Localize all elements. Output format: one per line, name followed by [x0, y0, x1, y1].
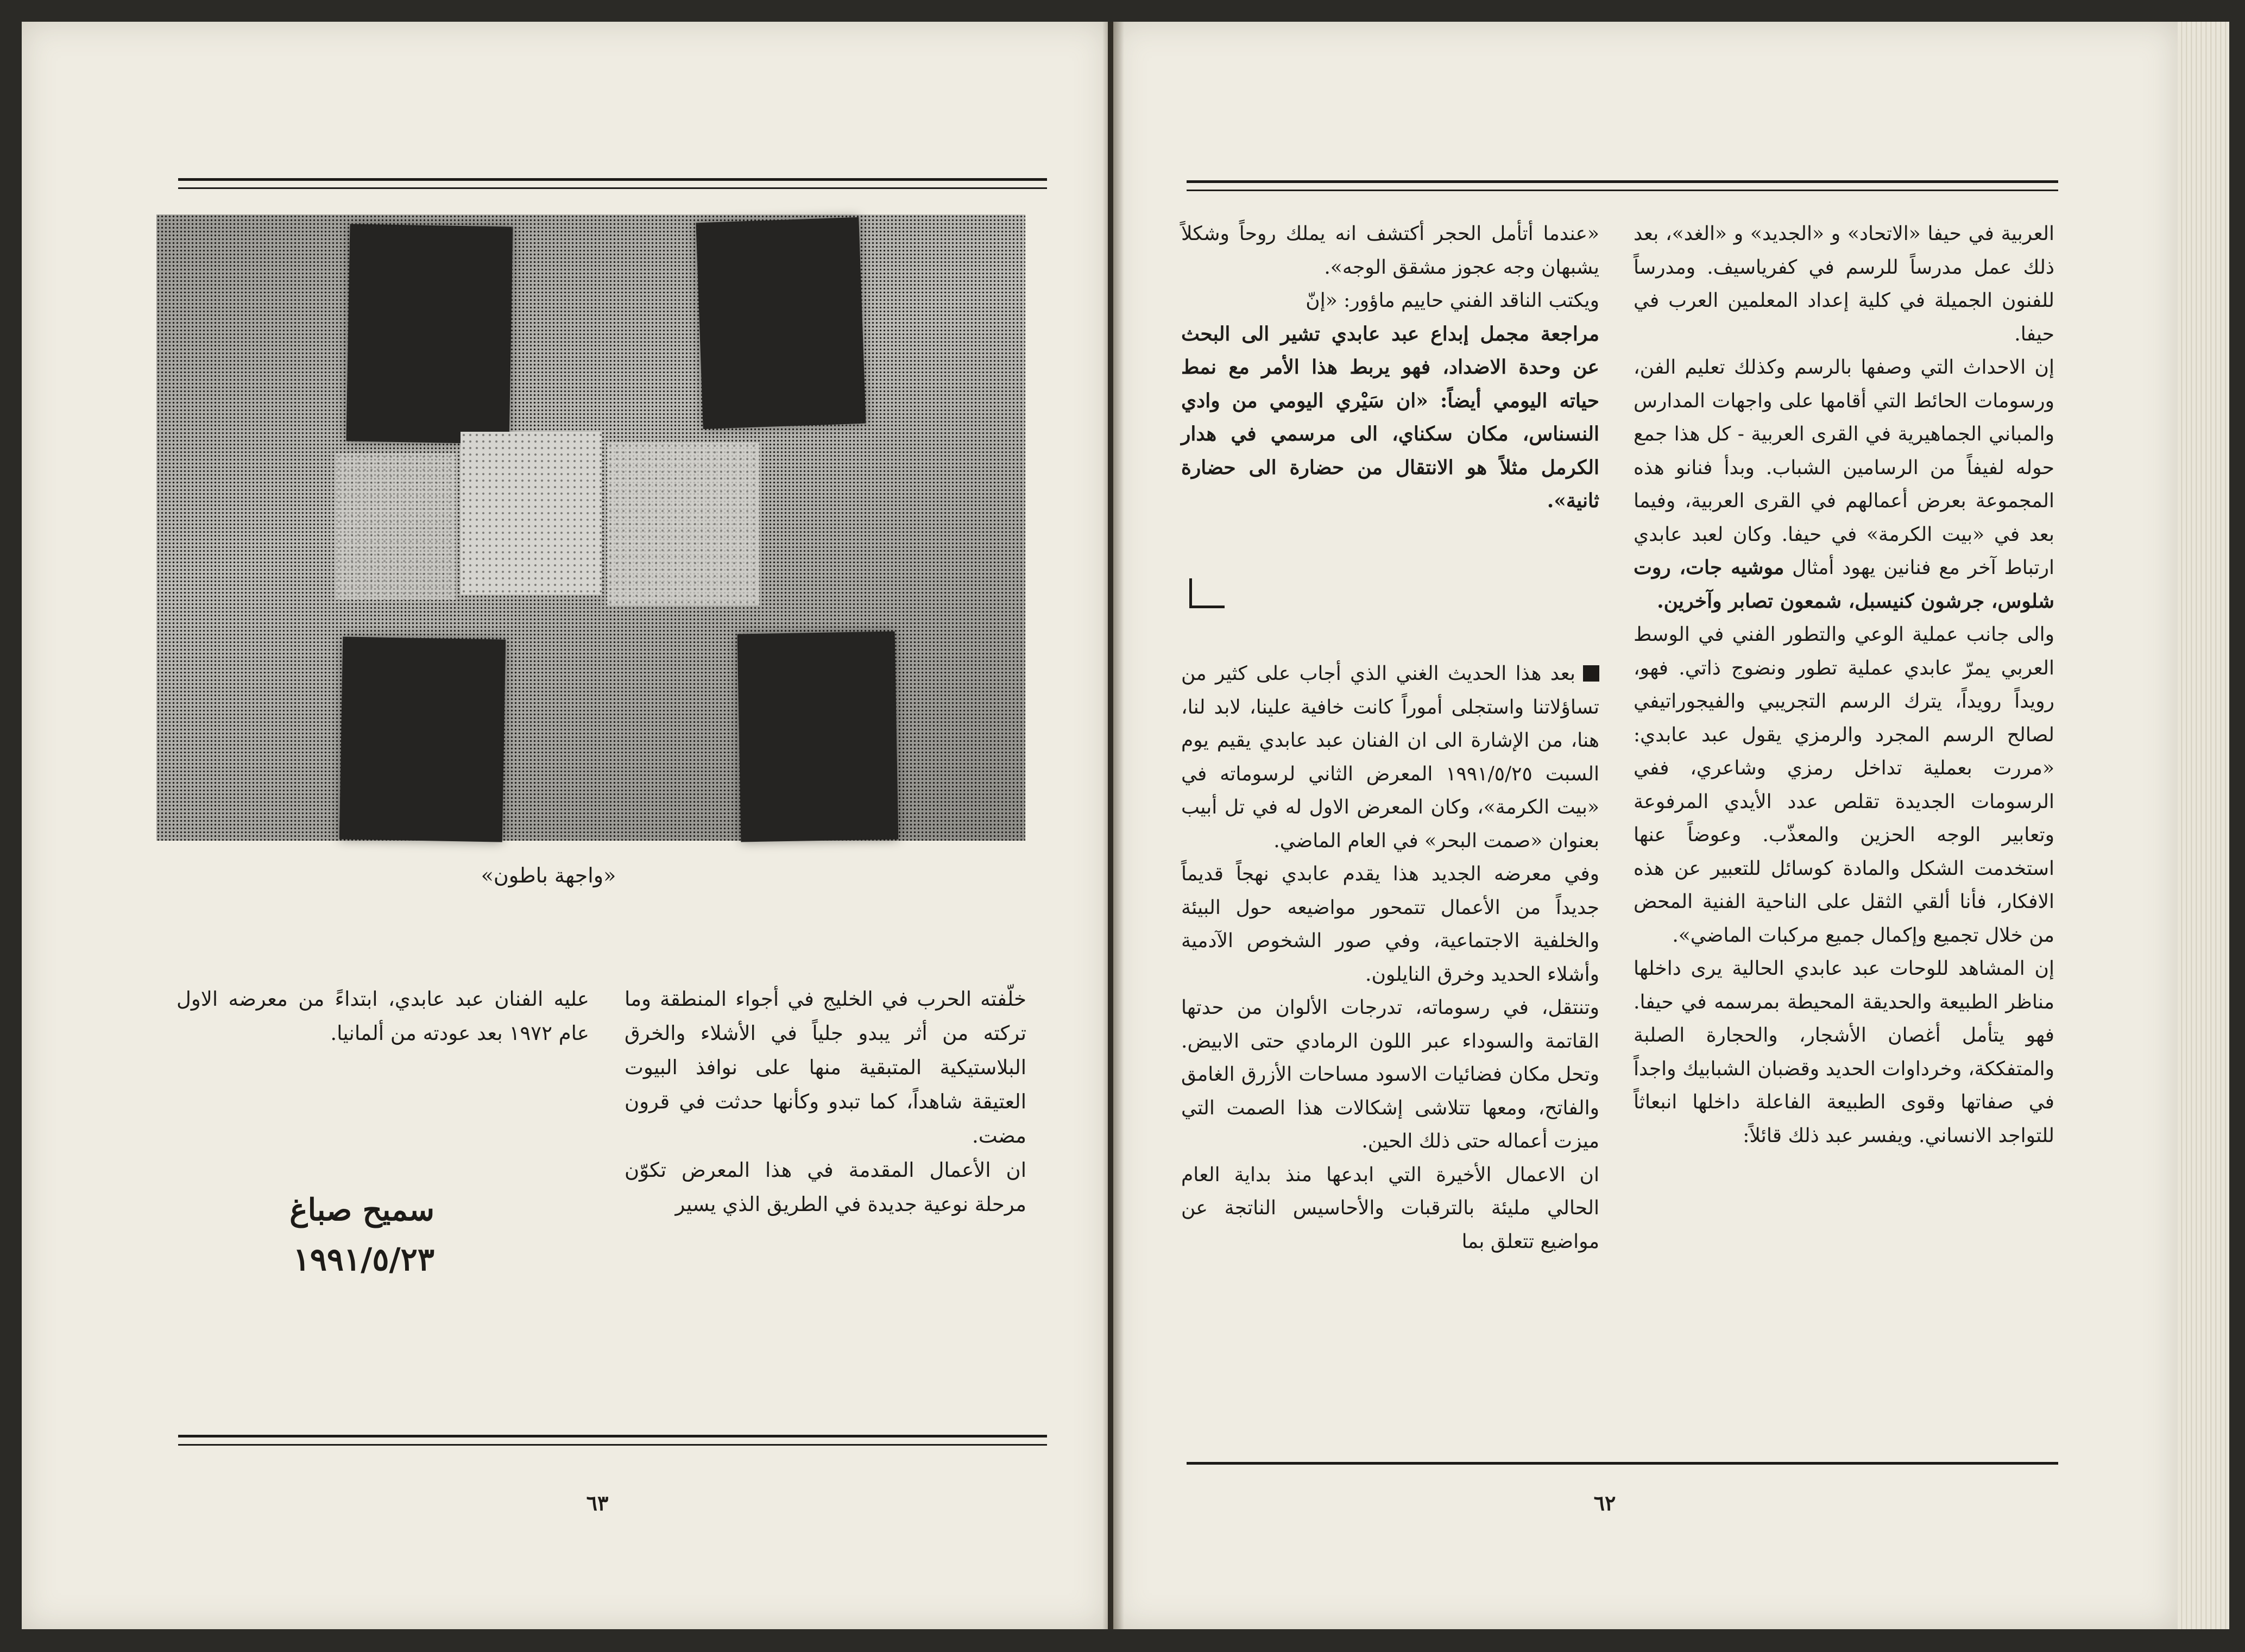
- article-date: ١٩٩١/٥/٢٣: [293, 1241, 434, 1278]
- top-rule-thin: [178, 187, 1047, 189]
- dark-square-bottom-right: [737, 631, 899, 842]
- quote: «عندما أتأمل الحجر أكتشف انه يملك روحاً وشكلاً يشبهان وجه عجوز مشقق الوجه».: [1181, 223, 1599, 279]
- page-edges: [2178, 22, 2229, 1629]
- paragraph: خلّفته الحرب في الخليج في أجواء المنطقة وما تركته من أثر يبدو جلياً في الأشلاء والخرق البلاستيكية المتبقية منها على نوافذ البيوت العتيقة شاهداً، كما تبدو وكأنها حدثت في قرون مضت.: [625, 987, 1026, 1147]
- page-number-left: ٦٣: [586, 1491, 609, 1515]
- left-page-column-left: [176, 982, 589, 1050]
- paragraph: [1181, 657, 1599, 857]
- paragraph-text: إن الاحداث التي وصفها بالرسم وكذلك تعليم الفن، ورسومات الحائط التي أقامها على واجهات المدارس والمباني الجماهيرية في القرى العربية - كل هذا جمع حوله لفيفاً من الرسامين الشباب. وبدأ فنانو هذه المجموعة بعرض أعمالهم في القرى العربية، وفيما بعد في «بيت الكرمة» في حيفا. وكان لعبد عابدي ارتباط آخر مع فنانين يهود أمثال: [1634, 356, 2055, 579]
- author-name: سميح صباغ: [289, 1192, 434, 1228]
- right-page-column-left: [1181, 217, 1599, 518]
- top-rule: [178, 178, 1047, 181]
- artwork-caption: «واجهة باطون»: [481, 863, 616, 887]
- bullet-square-icon: [1583, 665, 1599, 682]
- right-page-column-right: [1634, 217, 2054, 1152]
- section-end-mark: [1189, 578, 1225, 608]
- paragraph: العربية في حيفا «الاتحاد» و «الجديد» و «الغد»، بعد ذلك عمل مدرساً للرسم في كفرياسيف. ومدرساً للفنون الجميلة في كلية إعداد المعلمين العرب في حيفا.: [1634, 223, 2054, 345]
- dark-square-top-right: [696, 217, 866, 429]
- light-square-right: [607, 443, 759, 606]
- paragraph: إن المشاهد للوحات عبد عابدي الحالية يرى داخلها مناظر الطبيعة والحديقة المحيطة بمرسمه في حيفا. فهو يتأمل أغصان الأشجار، والحجارة الصلبة والمتفككة، وخرداوات الحديد وقضبان الشبابيك واجداً في صفاتها وقوى الطبيعة الفاعلة داخلها انبعاثاً للتواجد الانساني. ويفسر عبد ذلك قائلاً:: [1634, 957, 2054, 1147]
- light-square-left: [336, 453, 455, 600]
- right-page-column-left-lower: [1181, 657, 1599, 1258]
- top-rule: [1187, 180, 2058, 183]
- paragraph: [1634, 351, 2054, 618]
- top-rule-thin: [1187, 190, 2058, 191]
- bottom-rule: [1187, 1462, 2058, 1465]
- book-gutter: [1102, 22, 1124, 1629]
- dark-square-bottom-left: [339, 636, 506, 842]
- paragraph: ان الاعمال الأخيرة التي ابدعها منذ بداية العام الحالي مليئة بالترقبات والأحاسيس الناتجة عن مواضيع تتعلق بما: [1181, 1163, 1599, 1253]
- paragraph: والى جانب عملية الوعي والتطور الفني في الوسط العربي يمرّ عابدي عملية تطور ونضوج ذاتي. فهو، رويداً رويداً، يترك الرسم التجريبي والفيجوراتيفي لصالح الرسم المجرد والرمزي يقول عبد عابدي: «مررت بعملية تداخل رمزي وشاعري، ففي الرسومات الجديدة تقلص عدد الأيدي المرفوعة وتعابير الوجه الحزين والمعذّب. وعوضاً عنها استخدمت الشكل والمادة كوسائل للتعبير عن هذه الافكار، فأنا ألقي الثقل على الناحية الفنية المحض من خلال تجميع وإكمال جميع مركبات الماضي».: [1634, 623, 2054, 947]
- page-number-right: ٦٢: [1593, 1491, 1616, 1515]
- left-page-column-right: [625, 982, 1026, 1221]
- critic-quote: مراجعة مجمل إبداع عبد عابدي تشير الى البحث عن وحدة الاضداد، فهو يربط هذا الأمر مع نمط حياته اليومي أيضاً: «ان سَيْري اليومي من وادي النسناس، مكان سكناي، الى مرسمي في هدار الكرمل مثلاً هو الانتقال من حضارة الى حضارة ثانية».: [1181, 322, 1599, 512]
- paragraph: عليه الفنان عبد عابدي، ابتداءً من معرضه الاول عام ١٩٧٢ بعد عودته من ألمانيا.: [176, 987, 590, 1045]
- paragraph-text: بعد هذا الحديث الغني الذي أجاب على كثير من تساؤلاتنا واستجلى أموراً كانت خافية علينا، لابد لنا، هنا، من الإشارة الى ان الفنان عبد عابدي يقيم يوم السبت ١٩٩١/٥/٢٥ المعرض الثاني لرسوماته في «بيت الكرمة»، وكان المعرض الاول له في تل أبيب بعنوان «صمت البحر» في العام الماضي.: [1181, 663, 1599, 852]
- left-bottom-rule-thin: [178, 1444, 1047, 1446]
- paragraph: وتنتقل، في رسوماته، تدرجات الألوان من حدتها القاتمة والسوداء عبر اللون الرمادي حتى الابيض. وتحل مكان فضائيات الاسود مساحات الأزرق الغامق والفاتح، ومعها تتلاشى إشكالات هذا الصمت التي ميزت أعماله حتى ذلك الحين.: [1181, 997, 1599, 1152]
- paragraph: ان الأعمال المقدمة في هذا المعرض تكوّن مرحلة نوعية جديدة في الطريق الذي يسير: [625, 1158, 1026, 1216]
- left-bottom-rule: [178, 1435, 1047, 1437]
- paragraph: وفي معرضه الجديد هذا يقدم عابدي نهجاً قديماً جديداً من الأعمال تتمحور مواضيعه حول البيئة والخلفية الاجتماعية، وفي صور الشخوص الآدمية وأشلاء الحديد وخرق النايلون.: [1181, 863, 1599, 986]
- paragraph: ويكتب الناقد الفني حاييم ماؤور: «إنّ: [1306, 289, 1599, 312]
- artist-names: موشيه جات، روت شلوس، جرشون كنيسبل، شمعون تصابر وآخرين.: [1634, 556, 2054, 613]
- dark-square-top-left: [346, 224, 513, 444]
- artwork-photo: [156, 215, 1025, 841]
- light-square-center: [461, 432, 602, 595]
